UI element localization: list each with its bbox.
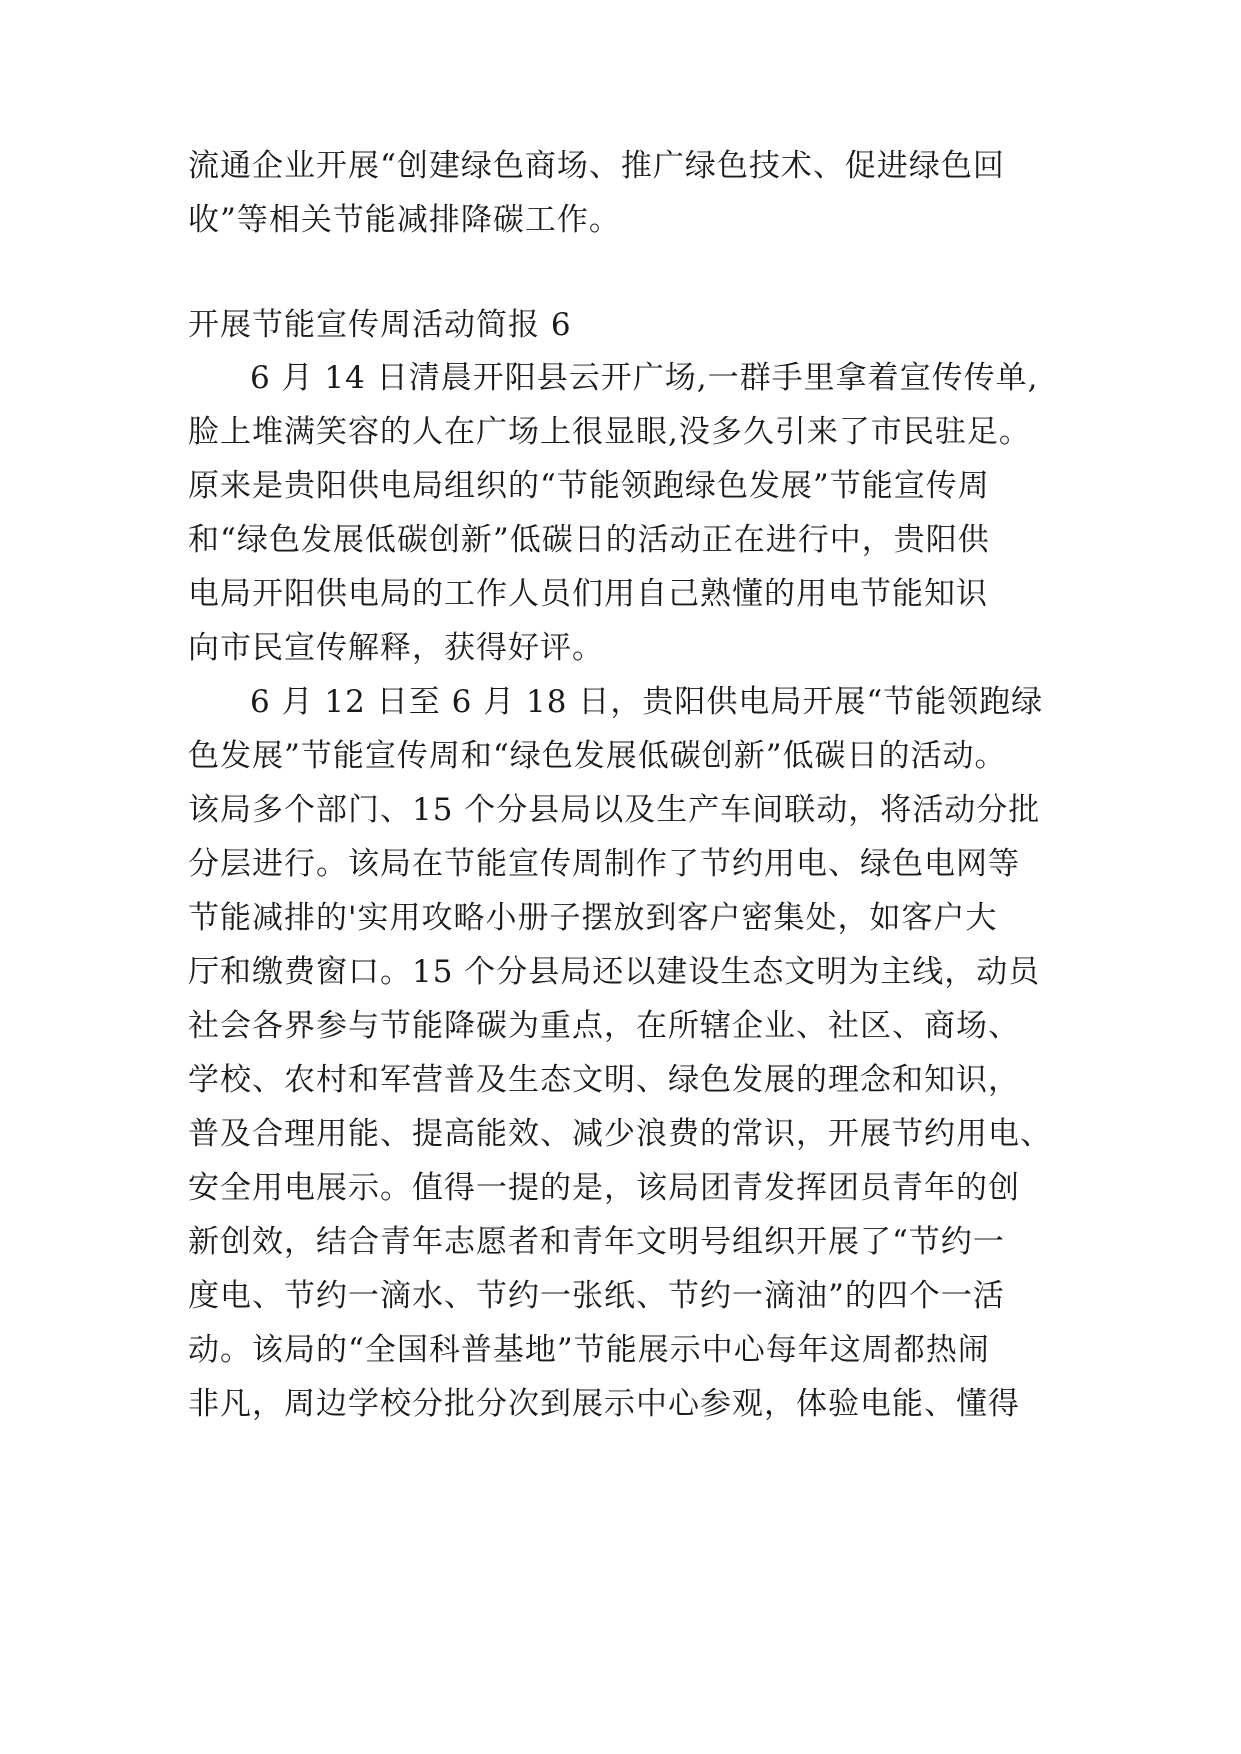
- paragraph-line: 6 月 12 日至 6 月 18 日，贵阳供电局开展“节能领跑绿: [250, 684, 1044, 720]
- paragraph-line: 原来是贵阳供电局组织的“节能领跑绿色发展”节能宣传周: [188, 468, 990, 504]
- paragraph-line: 向市民宣传解释，获得好评。: [188, 630, 604, 666]
- paragraph-line: 非凡，周边学校分批分次到展示中心参观，体验电能、懂得: [188, 1386, 1020, 1422]
- paragraph-line: 电局开阳供电局的工作人员们用自己熟懂的用电节能知识: [188, 576, 988, 612]
- paragraph-line: 社会各界参与节能降碳为重点，在所辖企业、社区、商场、: [188, 1008, 1020, 1044]
- intro-line: 流通企业开展“创建绿色商场、推广绿色技术、促进绿色回: [188, 148, 1005, 184]
- paragraph-line: 分层进行。该局在节能宣传周制作了节约用电、绿色电网等: [188, 846, 1020, 882]
- paragraph-line: 和“绿色发展低碳创新”低碳日的活动正在进行中，贵阳供: [188, 522, 990, 558]
- intro-line: 收”等相关节能减排降碳工作。: [188, 202, 621, 238]
- paragraph-line: 厅和缴费窗口。15 个分县局还以建设生态文明为主线，动员: [188, 954, 1041, 990]
- paragraph-line: 动。该局的“全国科普基地”节能展示中心每年这周都热闹: [188, 1332, 990, 1368]
- paragraph-line: 普及合理用能、提高能效、减少浪费的常识，开展节约用电、: [188, 1116, 1052, 1152]
- paragraph-line: 色发展”节能宣传周和“绿色发展低碳创新”低碳日的活动。: [188, 738, 1007, 774]
- paragraph-line: 节能减排的'实用攻略小册子摆放到客户密集处，如客户大: [188, 900, 998, 936]
- paragraph-line: 安全用电展示。值得一提的是，该局团青发挥团员青年的创: [188, 1170, 1020, 1206]
- paragraph-line: 学校、农村和军营普及生态文明、绿色发展的理念和知识，: [188, 1062, 1020, 1098]
- paragraph-line: 脸上堆满笑容的人在广场上很显眼,没多久引来了市民驻足。: [188, 414, 1031, 450]
- paragraph-line: 新创效，结合青年志愿者和青年文明号组织开展了“节约一: [188, 1224, 1005, 1260]
- paragraph-line: 6 月 14 日清晨开阳县云开广场,一群手里拿着宣传传单,: [250, 360, 1039, 396]
- paragraph-line: 该局多个部门、15 个分县局以及生产车间联动，将活动分批: [188, 792, 1041, 828]
- section-title: 开展节能宣传周活动简报 6: [188, 307, 572, 343]
- paragraph-line: 度电、节约一滴水、节约一张纸、节约一滴油”的四个一活: [188, 1278, 1005, 1314]
